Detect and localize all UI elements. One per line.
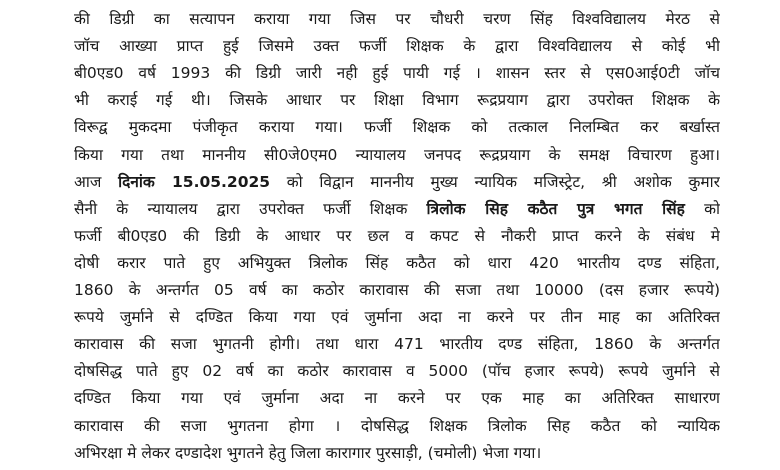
text-line xyxy=(74,304,720,330)
text-line xyxy=(74,196,720,222)
text-segment: भी कराई गई थी। जिसके आधार पर शिक्षा विभाग रूद्रप्रयाग द्वारा उपरोक्त शिक्षक के xyxy=(74,91,720,110)
text-segment: अभिरक्षा मे लेकर दण्डादेश भुगतने हेतु जिला कारागार पुरसाड़ी, (चमोली) भेजा गया। xyxy=(74,443,542,462)
text-segment: की डिग्री का सत्यापन कराया गया जिस पर चौधरी चरण सिंह विश्वविद्यालय मेरठ से xyxy=(74,10,720,28)
text-line xyxy=(74,6,720,32)
text-segment: को xyxy=(684,199,720,218)
text-line xyxy=(74,60,720,86)
text-segment: किया गया तथा माननीय सी0जे0एम0 न्यायालय जनपद रूद्रप्रयाग के समक्ष विचारण हुआ। xyxy=(74,145,720,164)
text-line xyxy=(74,331,720,357)
document-page xyxy=(74,0,720,470)
text-line xyxy=(74,358,720,384)
text-segment: रूपये जुर्माने से दण्डित किया गया एवं जुर्माना अदा ना करने पर तीन माह का अतिरिक्त xyxy=(74,308,720,327)
text-segment: दण्डित किया गया एवं जुर्माना अदा ना करने पर एक माह का अतिरिक्त साधारण xyxy=(74,389,720,408)
text-line xyxy=(74,33,720,59)
text-segment: 1860 के अन्तर्गत 05 वर्ष का कठोर कारावास की सजा तथा 10000 (दस हजार रूपये) xyxy=(74,281,720,299)
text-line xyxy=(74,169,720,195)
text-segment: आज xyxy=(74,172,119,191)
text-segment: दोषसिद्ध पाते हुए 02 वर्ष का कठोर कारावास व 5000 (पॉच हजार रूपये) रूपये जुर्माने से xyxy=(74,362,720,381)
text-segment: कारावास की सजा भुगतनी होगी। तथा धारा 471 भारतीय दण्ड संहिता, 1860 के अन्तर्गत xyxy=(74,335,720,354)
text-segment: जॉच आख्या प्राप्त हुई जिसमे उक्त फर्जी शिक्षक के द्वारा विश्वविद्यालय से कोई भी xyxy=(74,37,720,56)
text-segment: कारावास की सजा भुगतना होगा । दोषसिद्ध शिक्षक त्रिलोक सिह कठैत को न्यायिक xyxy=(74,416,720,435)
text-segment: विरूद्व मुकदमा पंजीकृत कराया गया। फर्जी शिक्षक को तत्काल निलम्बित कर बर्खास्त xyxy=(74,118,720,137)
bold-text-segment: त्रिलोक सिह कठैत पुत्र भगत सिंह xyxy=(426,199,685,218)
text-line xyxy=(74,440,720,466)
text-line xyxy=(74,142,720,168)
text-segment: सैनी के न्यायालय द्वारा उपरोक्त फर्जी शिक्षक xyxy=(74,199,427,218)
bold-text-segment: दिनांक 15.05.2025 xyxy=(118,172,271,191)
text-segment: फर्जी बी0एड0 की डिग्री के आधार पर छल व कपट से नौकरी प्राप्त करने के संबंध मे xyxy=(74,226,720,245)
text-line xyxy=(74,87,720,113)
text-line xyxy=(74,114,720,140)
text-segment: को विद्वान माननीय मुख्य न्यायिक मजिस्ट्रेट, श्री अशोक कुमार xyxy=(270,172,720,191)
text-segment: बी0एड0 वर्ष 1993 की डिग्री जारी नही हुई पायी गई । शासन स्तर से एस0आई0टी जॉच xyxy=(74,64,720,83)
text-line xyxy=(74,277,720,303)
text-line xyxy=(74,223,720,249)
text-line xyxy=(74,250,720,276)
text-line xyxy=(74,385,720,411)
text-line xyxy=(74,413,720,439)
text-segment: दोषी करार पाते हुए अभियुक्त त्रिलोक सिंह कठैत को धारा 420 भारतीय दण्ड संहिता, xyxy=(74,253,720,272)
